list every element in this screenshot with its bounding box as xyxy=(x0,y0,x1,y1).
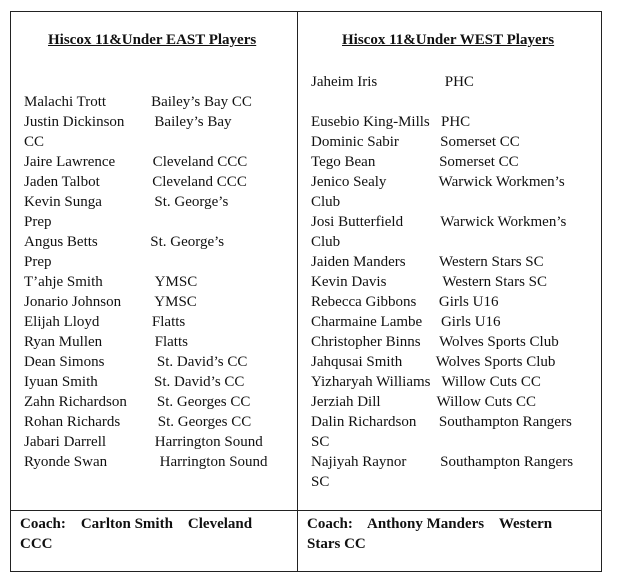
west-player-line: Tego Bean Somerset CC xyxy=(311,154,519,170)
east-player-line: Ryonde Swan Harrington Sound xyxy=(24,454,268,470)
east-player-line: Ryan Mullen Flatts xyxy=(24,334,188,350)
west-player-line: Jerziah Dill Willow Cuts CC xyxy=(311,394,536,410)
west-player-line: Josi Butterfield Warwick Workmen’s xyxy=(311,214,567,230)
east-player-line: Iyuan Smith St. David’s CC xyxy=(24,374,245,390)
west-player-line: Eusebio King-Mills PHC xyxy=(311,114,471,130)
west-coach: Coach: Anthony Manders Western xyxy=(307,516,553,532)
east-player-line: Jaden Talbot Cleveland CCC xyxy=(24,174,247,190)
west-title: Hiscox 11&Under WEST Players xyxy=(342,32,555,48)
east-player-line: Malachi Trott Bailey’s Bay CC xyxy=(24,94,252,110)
east-player-line: Zahn Richardson St. Georges CC xyxy=(24,394,251,410)
west-player-line: Christopher Binns Wolves Sports Club xyxy=(311,334,559,350)
west-player-line: SC xyxy=(311,474,330,490)
west-player-line: Charmaine Lambe Girls U16 xyxy=(311,314,501,330)
east-player-line: Prep xyxy=(24,214,52,230)
east-player-line: Prep xyxy=(24,254,52,270)
west-player-line: Dominic Sabir Somerset CC xyxy=(311,134,520,150)
west-player-line: Club xyxy=(311,234,341,250)
west-coach-cont: Stars CC xyxy=(307,536,366,552)
west-player-line: Yizharyah Williams Willow Cuts CC xyxy=(311,374,541,390)
west-player-line: Jaheim Iris PHC xyxy=(311,74,474,90)
west-player-line: SC xyxy=(311,434,330,450)
west-player-line: Rebecca Gibbons Girls U16 xyxy=(311,294,499,310)
coach-row-divider xyxy=(10,510,602,511)
east-title: Hiscox 11&Under EAST Players xyxy=(48,32,257,48)
west-player-line: Club xyxy=(311,194,341,210)
west-player-line: Najiyah Raynor Southampton Rangers xyxy=(311,454,574,470)
west-player-line: Jenico Sealy Warwick Workmen’s xyxy=(311,174,565,190)
east-player-line: Justin Dickinson Bailey’s Bay xyxy=(24,114,232,130)
east-player-line: Dean Simons St. David’s CC xyxy=(24,354,248,370)
east-player-line: CC xyxy=(24,134,45,150)
column-divider xyxy=(297,11,298,572)
east-player-line: Rohan Richards St. Georges CC xyxy=(24,414,252,430)
east-player-line: Jabari Darrell Harrington Sound xyxy=(24,434,263,450)
west-player-line: Kevin Davis Western Stars SC xyxy=(311,274,548,290)
west-player-line: Dalin Richardson Southampton Rangers xyxy=(311,414,572,430)
east-player-line: Elijah Lloyd Flatts xyxy=(24,314,186,330)
east-coach: Coach: Carlton Smith Cleveland xyxy=(20,516,253,532)
east-coach-cont: CCC xyxy=(20,536,53,552)
west-player-line: Jahqusai Smith Wolves Sports Club xyxy=(311,354,556,370)
west-player-line: Jaiden Manders Western Stars SC xyxy=(311,254,544,270)
east-player-line: Jaire Lawrence Cleveland CCC xyxy=(24,154,248,170)
east-player-line: T’ahje Smith YMSC xyxy=(24,274,198,290)
east-player-line: Kevin Sunga St. George’s xyxy=(24,194,229,210)
east-player-line: Jonario Johnson YMSC xyxy=(24,294,197,310)
east-player-line: Angus Betts St. George’s xyxy=(24,234,225,250)
